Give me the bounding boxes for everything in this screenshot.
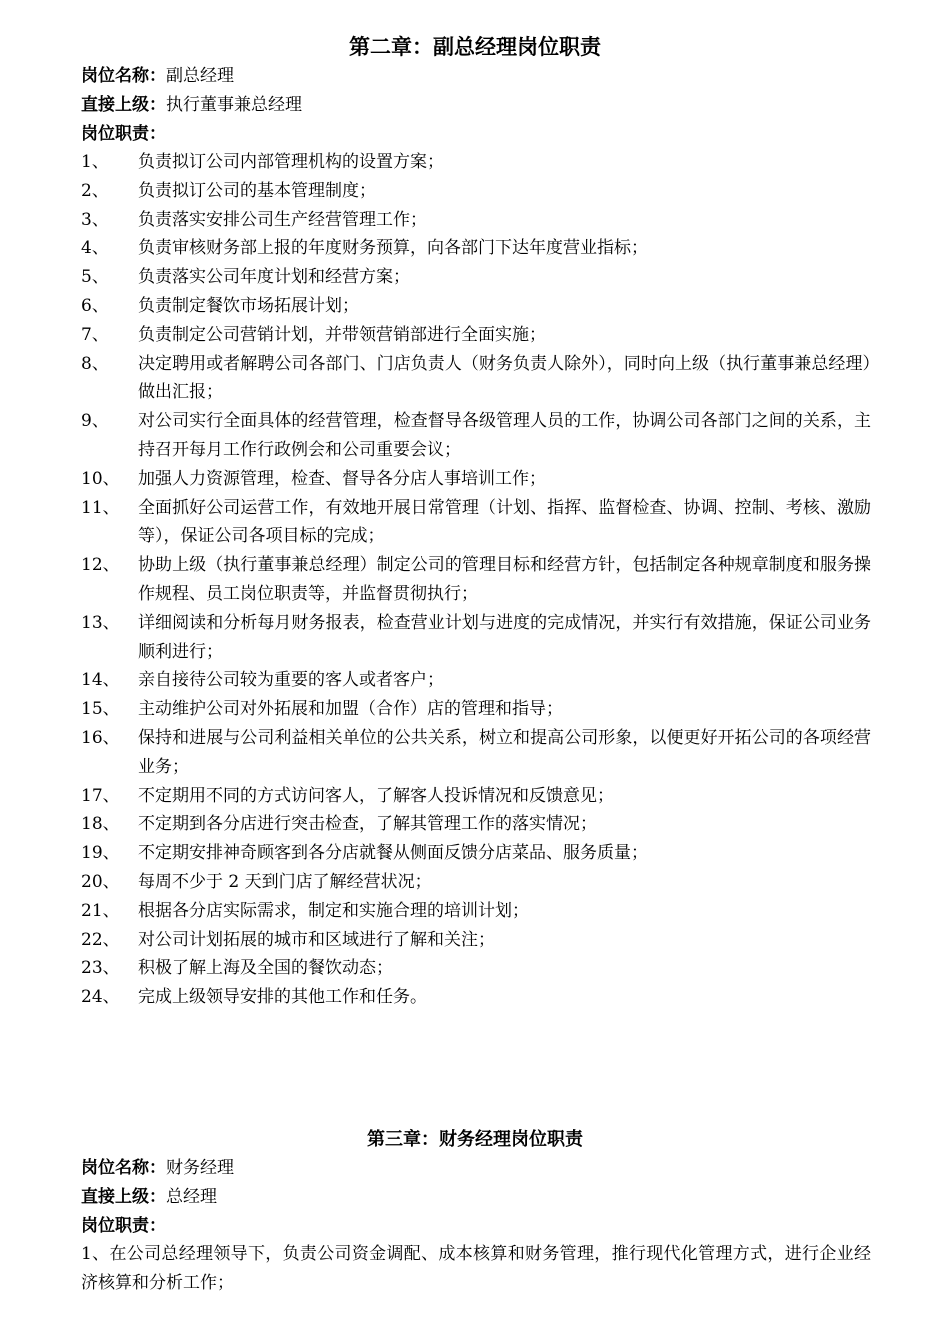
ch3-duties-label: 岗位职责： <box>81 1216 166 1236</box>
duty-number: 22、 <box>81 929 120 950</box>
list-item <box>81 609 871 667</box>
duty-text: 根据各分店实际需求，制定和实施合理的培训计划； <box>138 900 529 921</box>
ch3-direct-superior <box>81 1183 217 1211</box>
list-item <box>81 321 871 350</box>
list-item <box>81 954 871 983</box>
ch3-duty-1: 1、在公司总经理领导下，负责公司资金调配、成本核算和财务管理，推行现代化管理方式，进行企业经济核算和分析工作； <box>81 1244 871 1293</box>
list-item <box>81 810 871 839</box>
duty-number: 12、 <box>81 555 120 576</box>
duty-text: 主动维护公司对外拓展和加盟（合作）店的管理和指导； <box>138 699 563 720</box>
duty-text: 不定期安排神奇顾客到各分店就餐从侧面反馈分店菜品、服务质量； <box>138 843 648 864</box>
ch2-duties-heading <box>81 120 166 148</box>
list-item <box>81 868 871 897</box>
duty-number: 3、 <box>81 209 109 230</box>
ch2-position-label: 岗位名称： <box>81 66 166 86</box>
list-item <box>81 350 871 408</box>
duty-number: 8、 <box>81 353 109 374</box>
list-item <box>81 695 871 724</box>
ch3-position-name <box>81 1154 234 1182</box>
duty-text: 加强人力资源管理，检查、督导各分店人事培训工作； <box>138 468 546 489</box>
duty-number: 4、 <box>81 238 109 259</box>
duty-number: 13、 <box>81 612 120 633</box>
duty-number: 1、 <box>81 152 109 172</box>
duty-text: 负责审核财务部上报的年度财务预算，向各部门下达年度营业指标； <box>138 238 648 259</box>
duty-text: 协助上级（执行董事兼总经理）制定公司的管理目标和经营方针，包括制定各种规章制度和服务操作规程、员工岗位职责等，并监督贯彻执行； <box>138 555 871 604</box>
ch2-duty-list <box>81 148 871 1012</box>
duty-number: 14、 <box>81 670 120 691</box>
duty-number: 18、 <box>81 814 120 835</box>
ch2-duties-label: 岗位职责： <box>81 124 166 144</box>
list-item <box>81 782 871 811</box>
list-item <box>81 465 871 494</box>
duty-number: 10、 <box>81 468 120 489</box>
ch2-position-value: 副总经理 <box>166 66 234 86</box>
list-item <box>81 292 871 321</box>
duty-number: 21、 <box>81 900 120 921</box>
duty-number: 20、 <box>81 871 120 892</box>
duty-text: 对公司计划拓展的城市和区域进行了解和关注； <box>138 929 495 950</box>
duty-text: 不定期用不同的方式访问客人，了解客人投诉情况和反馈意见； <box>138 785 614 806</box>
list-item <box>81 494 871 552</box>
duty-number: 9、 <box>81 411 109 432</box>
duty-number: 7、 <box>81 324 109 345</box>
duty-number: 24、 <box>81 987 120 1008</box>
duty-number: 23、 <box>81 958 120 979</box>
chapter-2-title: 第二章：副总经理岗位职责 <box>349 34 601 59</box>
duty-number: 2、 <box>81 180 109 201</box>
duty-text: 全面抓好公司运营工作，有效地开展日常管理（计划、指挥、监督检查、协调、控制、考核、激励等），保证公司各项目标的完成； <box>138 497 871 547</box>
duty-text: 决定聘用或者解聘公司各部门、门店负责人（财务负责人除外），同时向上级（执行董事兼总经理）做出汇报； <box>138 353 871 403</box>
duty-number: 15、 <box>81 699 120 720</box>
ch2-superior-label: 直接上级： <box>81 95 166 115</box>
duty-number: 6、 <box>81 295 109 316</box>
list-item <box>81 724 871 782</box>
list-item <box>81 263 871 292</box>
list-item <box>81 839 871 868</box>
chapter-3-title: 第三章：财务经理岗位职责 <box>367 1129 583 1150</box>
ch2-direct-superior <box>81 91 302 119</box>
duty-number: 17、 <box>81 785 120 806</box>
list-item <box>81 206 871 235</box>
duty-text: 保持和进展与公司利益相关单位的公共关系，树立和提高公司形象，以便更好开拓公司的各项经营业务； <box>138 727 871 777</box>
ch3-position-value: 财务经理 <box>166 1158 234 1178</box>
duty-text: 负责落实公司年度计划和经营方案； <box>138 267 410 288</box>
duty-text: 不定期到各分店进行突击检查，了解其管理工作的落实情况； <box>138 814 597 835</box>
list-item <box>81 666 871 695</box>
duty-number: 5、 <box>81 267 109 288</box>
duty-text: 负责拟订公司的基本管理制度； <box>138 180 376 201</box>
ch3-superior-label: 直接上级： <box>81 1187 166 1207</box>
duty-text: 完成上级领导安排的其他工作和任务。 <box>138 987 427 1008</box>
duty-number: 16、 <box>81 727 120 748</box>
duty-text: 负责落实安排公司生产经营管理工作； <box>138 209 427 230</box>
ch2-position-name <box>81 62 234 90</box>
list-item <box>81 177 871 206</box>
list-item <box>81 926 871 955</box>
ch3-position-label: 岗位名称： <box>81 1158 166 1178</box>
ch3-superior-value: 总经理 <box>166 1187 217 1207</box>
duty-text: 详细阅读和分析每月财务报表，检查营业计划与进度的完成情况，并实行有效措施，保证公司业务顺利进行； <box>138 612 871 662</box>
duty-text: 亲自接待公司较为重要的客人或者客户； <box>138 670 444 691</box>
ch2-superior-value: 执行董事兼总经理 <box>166 95 302 115</box>
list-item <box>81 551 871 609</box>
list-item <box>81 234 871 263</box>
duty-text: 对公司实行全面具体的经营管理，检查督导各级管理人员的工作，协调公司各部门之间的关系，主持召开每月工作行政例会和公司重要会议； <box>138 411 871 460</box>
list-item <box>81 148 871 177</box>
duty-number: 11、 <box>81 497 120 518</box>
duty-text: 每周不少于 2 天到门店了解经营状况； <box>138 871 432 892</box>
duty-number: 19、 <box>81 843 120 864</box>
ch3-duties-heading <box>81 1212 166 1240</box>
list-item <box>81 407 871 465</box>
duty-text: 负责制定餐饮市场拓展计划； <box>138 295 359 316</box>
duty-text: 负责制定公司营销计划，并带领营销部进行全面实施； <box>138 324 546 345</box>
list-item <box>81 983 871 1012</box>
duty-text: 积极了解上海及全国的餐饮动态； <box>138 958 393 979</box>
list-item <box>81 897 871 926</box>
duty-text: 负责拟订公司内部管理机构的设置方案； <box>138 152 444 172</box>
